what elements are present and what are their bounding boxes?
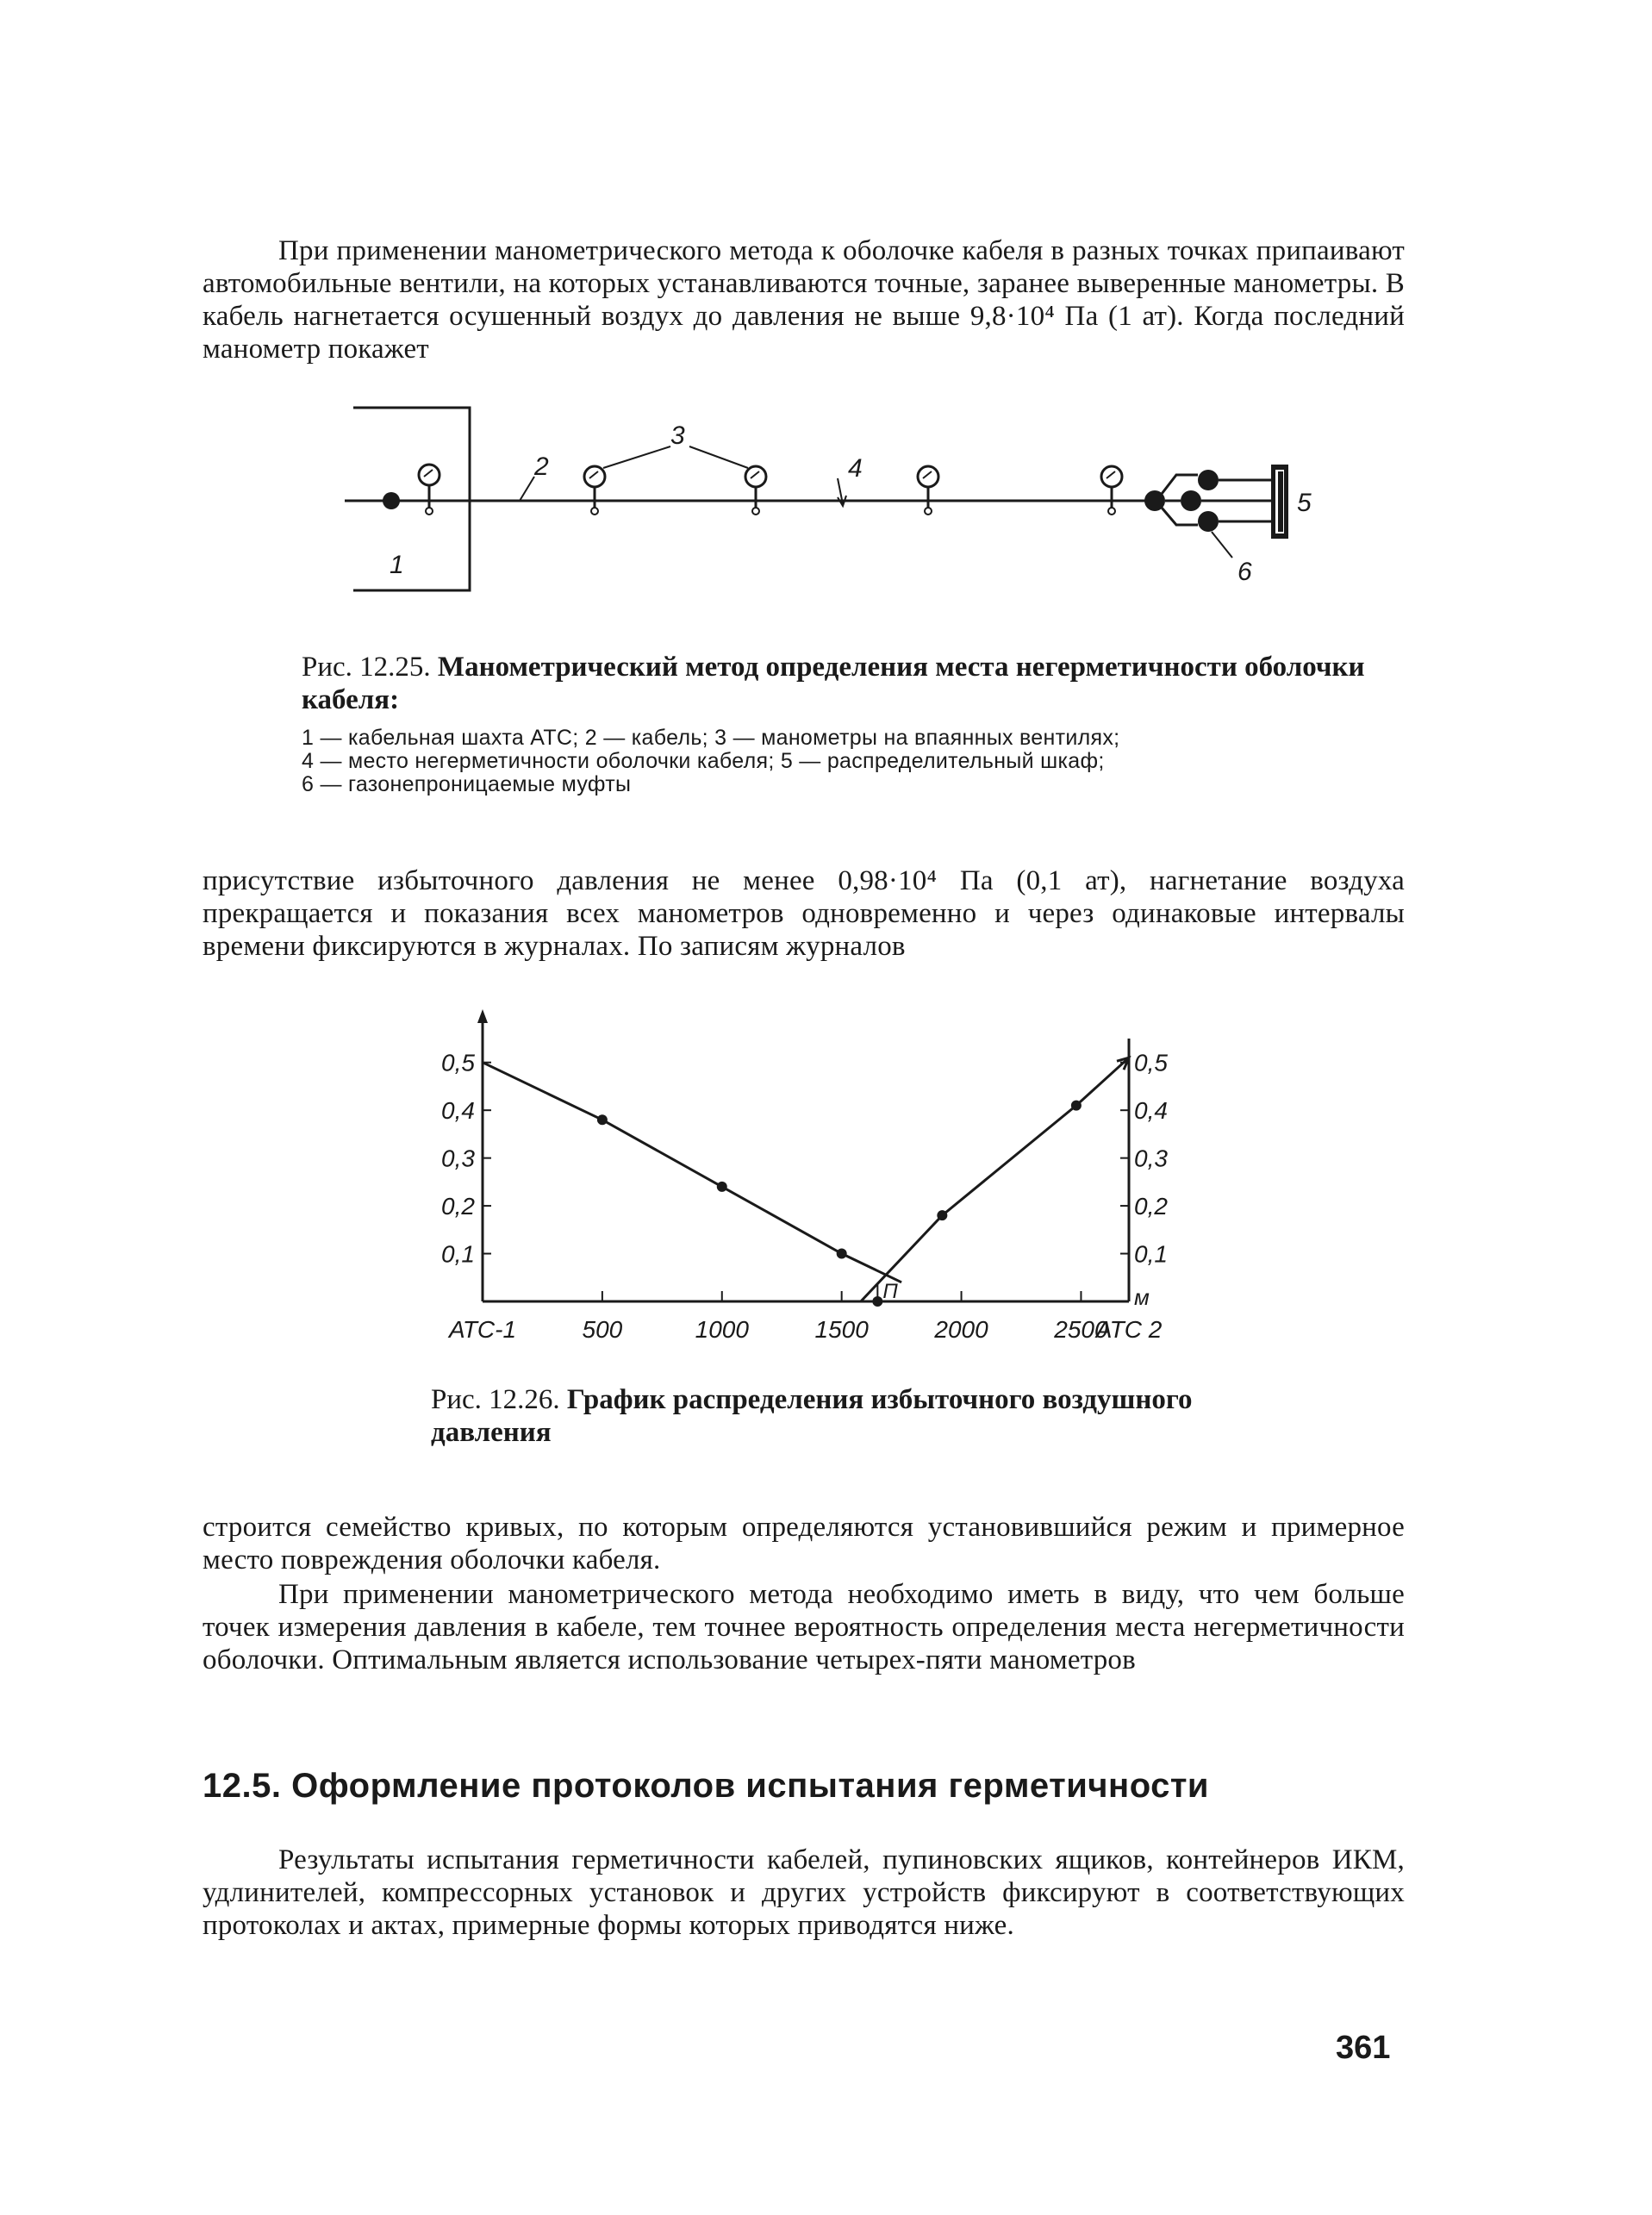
- figure1-legend-1: 1 — кабельная шахта АТС; 2 — кабель; 3 — манометры на впаянных вентилях;: [302, 726, 1120, 750]
- x-tick-label: 1500: [814, 1316, 869, 1343]
- manometer-2: [584, 466, 605, 515]
- series-line-1: [483, 1063, 901, 1282]
- label-6: 6: [1237, 558, 1252, 586]
- page-number: 361: [1336, 2030, 1391, 2066]
- leader-2: [520, 477, 534, 501]
- y-tick-label-left: 0,3: [441, 1145, 475, 1172]
- manometer-3: [745, 466, 766, 515]
- leader-3a: [603, 446, 670, 468]
- paragraph-results: Результаты испытания герметичности кабелей, пупиновских ящиков, контейнеров ИКМ, удлинителей, компрессорных установок и других устройств фиксируют в соответствующих протоколах и актах, примерные формы которых приводятся ниже.: [203, 1844, 1405, 1941]
- x-tick-label: АТС-1: [448, 1316, 517, 1343]
- x-tick-label: АТС 2: [1095, 1316, 1163, 1343]
- x-tick-label: 500: [582, 1316, 623, 1343]
- y-tick-label-right: 0,3: [1134, 1145, 1168, 1172]
- gas-tight-couplings: [1144, 470, 1271, 558]
- figure1-caption-label: Рис. 12.25.: [302, 652, 431, 683]
- series-line-2: [861, 1058, 1129, 1301]
- manometer-4: [918, 466, 938, 515]
- figure2-caption-label: Рис. 12.26.: [431, 1384, 560, 1415]
- y-tick-label-right: 0,2: [1134, 1193, 1168, 1220]
- section-heading: 12.5. Оформление протоколов испытания герметичности: [203, 1767, 1210, 1805]
- figure-cable-schematic: [336, 392, 1336, 608]
- paragraph-curves: строится семейство кривых, по которым определяются установившийся режим и примерное место повреждения оболочки кабеля.: [203, 1512, 1405, 1575]
- y-tick-label-left: 0,4: [441, 1097, 475, 1125]
- x-unit-label: м: [1134, 1284, 1150, 1310]
- label-2: 2: [534, 452, 549, 481]
- label-1: 1: [390, 551, 404, 579]
- label-4: 4: [848, 454, 863, 483]
- figure1-legend-2: 4 — место негерметичности оболочки кабеля; 5 — распределительный шкаф;: [302, 749, 1105, 773]
- x-tick-label: 2500: [1054, 1316, 1108, 1343]
- figure1-caption: [302, 651, 1405, 716]
- data-point: [717, 1182, 727, 1192]
- data-point: [837, 1249, 847, 1259]
- manometer-5: [1101, 466, 1122, 515]
- data-point: [597, 1114, 608, 1125]
- leak-point-label: П: [882, 1280, 898, 1303]
- y-axis-arrow: [477, 1009, 488, 1023]
- x-tick-label: 1000: [695, 1316, 749, 1343]
- y-tick-label-right: 0,1: [1134, 1240, 1168, 1268]
- figure2-caption-title: График распределения избыточного воздушного давления: [431, 1384, 1193, 1448]
- data-point: [1071, 1101, 1082, 1111]
- y-tick-label-right: 0,5: [1134, 1049, 1168, 1076]
- figure1-caption-title: Манометрический метод определения места негерметичности оболочки кабеля:: [302, 652, 1365, 715]
- cable-shaft-outline: [353, 408, 470, 590]
- pressure-chart: [431, 1004, 1206, 1375]
- y-tick-label-right: 0,4: [1134, 1097, 1168, 1125]
- leader-3b: [689, 446, 748, 468]
- y-tick-label-left: 0,5: [441, 1049, 475, 1076]
- y-tick-label-left: 0,2: [441, 1193, 475, 1220]
- x-tick-label: 2000: [934, 1316, 988, 1343]
- figure1-legend-3: 6 — газонепроницаемые муфты: [302, 772, 632, 796]
- label-3: 3: [670, 421, 685, 450]
- data-point: [937, 1210, 947, 1220]
- y-tick-label-left: 0,1: [441, 1240, 475, 1268]
- paragraph-intro: При применении манометрического метода к оболочке кабеля в разных точках припаивают автомобильные вентили, на которых устанавливаются точные, заранее выверенные манометры. В кабель нагнетается осушенный воздух до давления не выше 9,8·10⁴ Па (1 ат). Когда последний манометр покажет: [203, 235, 1405, 365]
- figure2-caption: [431, 1383, 1206, 1449]
- paragraph-measurement: При применении манометрического метода необходимо иметь в виду, что чем больше точек измерения давления в кабеле, тем точнее вероятность определения места негерметичности оболочки. Оптимальным является использование четырех-пяти манометров: [203, 1579, 1405, 1675]
- valve-ball: [383, 492, 400, 509]
- manometer-1: [419, 465, 439, 515]
- label-5: 5: [1297, 489, 1312, 517]
- paragraph-pressure: присутствие избыточного давления не менее 0,98·10⁴ Па (0,1 ат), нагнетание воздуха прекращается и показания всех манометров одновременно и через одинаковые интервалы времени фиксируются в журналах. По записям журналов: [203, 865, 1405, 962]
